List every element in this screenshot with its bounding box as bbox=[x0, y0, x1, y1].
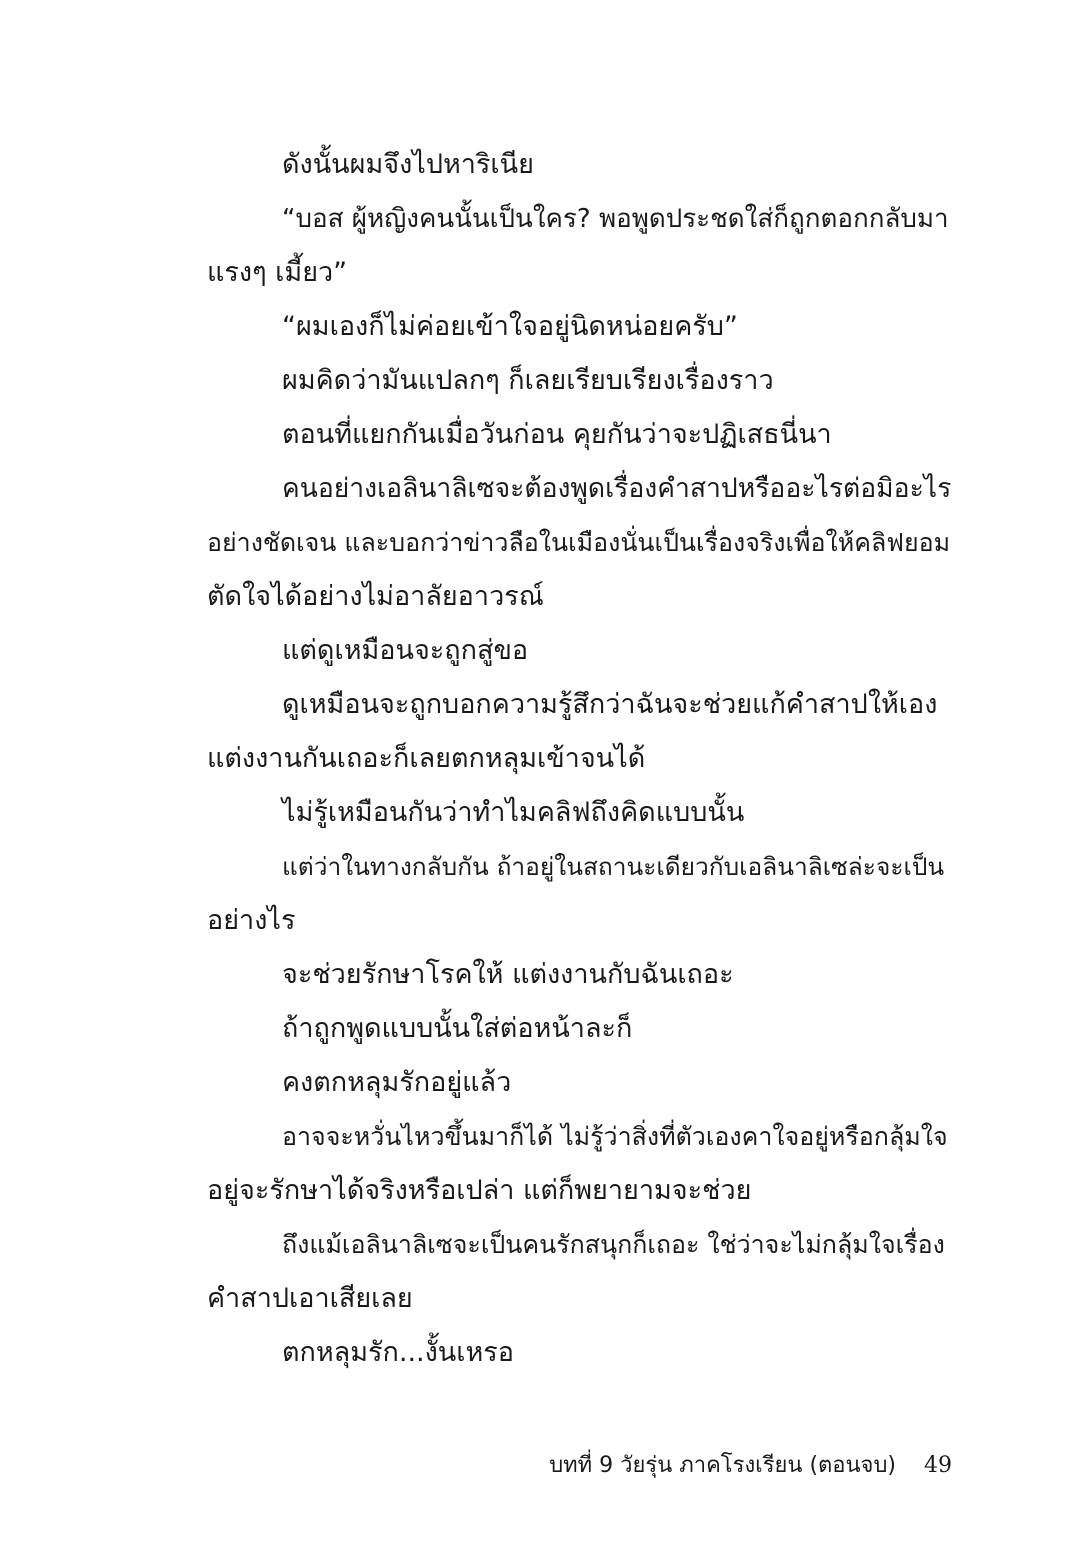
text-line: แต่ว่าในทางกลับกัน ถ้าอยู่ในสถานะเดียวกับเอลินาลิเซล่ะจะเป็น bbox=[282, 852, 945, 881]
text-line: ถ้าถูกพูดแบบนั้นใส่ต่อหน้าละก็ bbox=[282, 1013, 633, 1044]
page-footer bbox=[549, 1448, 952, 1484]
text-line: คงตกหลุมรักอยู่แล้ว bbox=[282, 1067, 512, 1098]
text-line: ดูเหมือนจะถูกบอกความรู้สึกว่าฉันจะช่วยแก้คำสาปให้เอง bbox=[282, 689, 938, 720]
text-line: อย่างชัดเจน และบอกว่าข่าวลือในเมืองนั่นเป็นเรื่องจริงเพื่อให้คลิฟยอม bbox=[207, 528, 951, 557]
text-line: “บอส ผู้หญิงคนนั้นเป็นใคร? พอพูดประชดใส่ก็ถูกตอกกลับมา bbox=[282, 204, 949, 234]
chapter-title: บทที่ 9 วัยรุ่น ภาคโรงเรียน (ตอนจบ) bbox=[549, 1453, 896, 1478]
text-line: ตัดใจได้อย่างไม่อาลัยอาวรณ์ bbox=[207, 581, 544, 612]
text-line: แต่ดูเหมือนจะถูกสู่ขอ bbox=[282, 635, 529, 666]
text-line: อย่างไร bbox=[207, 905, 296, 936]
text-line: คนอย่างเอลินาลิเซจะต้องพูดเรื่องคำสาปหรืออะไรต่อมิอะไร bbox=[282, 473, 952, 504]
text-line: ไม่รู้เหมือนกันว่าทำไมคลิฟถึงคิดแบบนั้น bbox=[282, 797, 745, 828]
body-text bbox=[207, 138, 952, 1380]
text-line: แรงๆ เมี้ยว” bbox=[207, 257, 348, 288]
text-line: ตกหลุมรัก...งั้นเหรอ bbox=[282, 1337, 515, 1368]
text-line: อยู่จะรักษาได้จริงหรือเปล่า แต่ก็พยายามจะช่วย bbox=[207, 1175, 752, 1206]
text-line: แต่งงานกันเถอะก็เลยตกหลุมเข้าจนได้ bbox=[207, 743, 646, 774]
text-line: ตอนที่แยกกันเมื่อวันก่อน คุยกันว่าจะปฏิเสธนี่นา bbox=[282, 419, 832, 450]
text-line: ถึงแม้เอลินาลิเซจะเป็นคนรักสนุกก็เถอะ ใช่ว่าจะไม่กลุ้มใจเรื่อง bbox=[282, 1230, 945, 1259]
text-line: คำสาปเอาเสียเลย bbox=[207, 1283, 413, 1314]
text-line: อาจจะหวั่นไหวขึ้นมาก็ได้ ไม่รู้ว่าสิ่งที่ตัวเองคาใจอยู่หรือกลุ้มใจ bbox=[282, 1122, 948, 1151]
text-line: ดังนั้นผมจึงไปหาริเนีย bbox=[282, 149, 534, 180]
text-line: จะช่วยรักษาโรคให้ แต่งงานกับฉันเถอะ bbox=[282, 959, 734, 990]
text-line: “ผมเองก็ไม่ค่อยเข้าใจอยู่นิดหน่อยครับ” bbox=[282, 311, 738, 342]
page-number: 49 bbox=[924, 1453, 952, 1478]
text-line: ผมคิดว่ามันแปลกๆ ก็เลยเรียบเรียงเรื่องราว bbox=[282, 365, 774, 396]
